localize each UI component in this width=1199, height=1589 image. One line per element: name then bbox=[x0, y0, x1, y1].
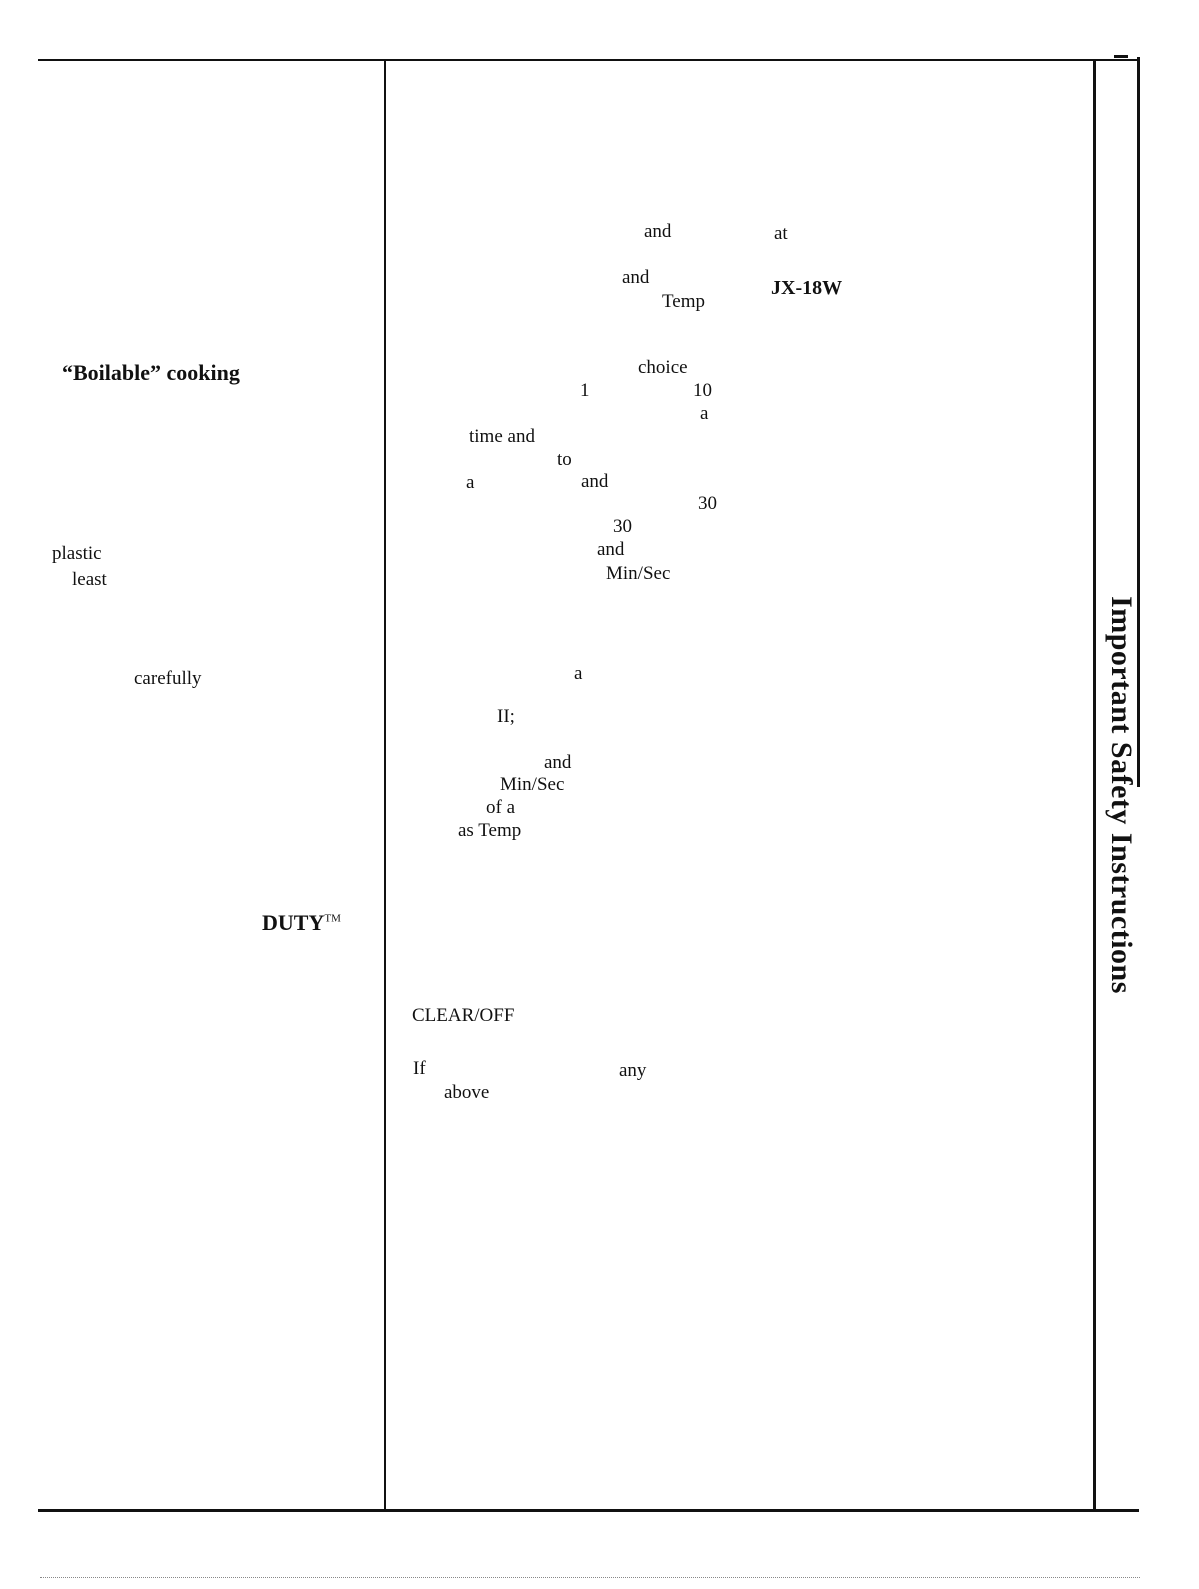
least-text: least bbox=[72, 569, 107, 590]
to-text: to bbox=[557, 449, 572, 470]
bottom-rule bbox=[38, 1509, 1139, 1512]
plastic-text: plastic bbox=[52, 543, 102, 564]
a-text-1: a bbox=[700, 403, 709, 424]
at-text: at bbox=[774, 223, 788, 244]
and-text-2: and bbox=[622, 267, 650, 288]
and-text-5: and bbox=[544, 752, 572, 773]
of-a-text: of a bbox=[486, 797, 516, 818]
and-text-1: and bbox=[644, 221, 672, 242]
footer-dotted-line bbox=[40, 1577, 1140, 1578]
sidebar-tab bbox=[1093, 565, 1149, 1025]
temp-text-1: Temp bbox=[662, 291, 705, 312]
column-divider bbox=[384, 59, 386, 1511]
ii-text: II; bbox=[497, 706, 515, 727]
time-and-text: time and bbox=[469, 426, 535, 447]
min-sec-text-2: Min/Sec bbox=[500, 774, 565, 795]
number-30-b: 30 bbox=[613, 516, 632, 537]
a-text-3: a bbox=[574, 663, 583, 684]
number-10: 10 bbox=[693, 380, 712, 401]
model-number: JX-18W bbox=[771, 277, 843, 299]
clear-off-text: CLEAR/OFF bbox=[412, 1005, 515, 1026]
and-text-3: and bbox=[581, 471, 609, 492]
boilable-cooking-text: “Boilable” cooking bbox=[62, 360, 240, 385]
and-text-4: and bbox=[597, 539, 625, 560]
number-30-a: 30 bbox=[698, 493, 717, 514]
above-text: above bbox=[444, 1082, 490, 1103]
duty-word: DUTY bbox=[262, 910, 325, 935]
top-rule bbox=[38, 59, 1139, 61]
a-text-2: a bbox=[466, 472, 475, 493]
section-title: Important Safety Instructions bbox=[1105, 596, 1138, 994]
number-1: 1 bbox=[580, 380, 590, 401]
min-sec-text-1: Min/Sec bbox=[606, 563, 671, 584]
as-temp-text: as Temp bbox=[458, 820, 522, 841]
carefully-text: carefully bbox=[134, 668, 202, 689]
if-text: If bbox=[413, 1058, 426, 1079]
any-text: any bbox=[619, 1060, 647, 1081]
top-tab-mark bbox=[1114, 55, 1128, 58]
trademark-mark: TM bbox=[324, 912, 341, 925]
choice-text: choice bbox=[638, 357, 688, 378]
duty-text bbox=[262, 912, 341, 934]
